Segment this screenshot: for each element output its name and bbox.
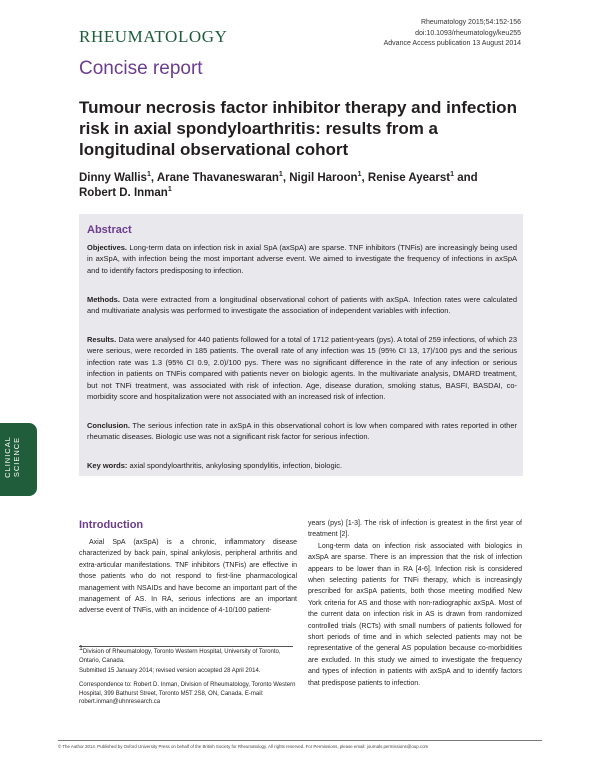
abstract-box xyxy=(79,214,523,476)
author-conjunction: and xyxy=(454,172,478,184)
introduction-paragraph: Long-term data on infection risk associated with biologics in axSpA are sparse. There is an impression that the risk of infection appears to be lower than in RA [4-6]. Infection risk is considered when selecting patients for TNFi therapy, which is increasingly prescribed for axSpA patients, both those meeting modified New York criteria for AS and those with non-radiographic axSpA. Most of the current data on infection risk in AS is drawn from randomized controlled trials (RCTs) with small numbers of patients followed for short periods of time and in which selected patients may not be representative of the general AS population because co-morbidities are excluded. In this study we aimed to investigate the frequency and types of infection in patients with axSpA and to identify factors that predispose patients to infection. xyxy=(308,542,522,687)
results-label: Results. xyxy=(87,335,117,344)
citation-doi: doi:10.1093/rheumatology/keu255 xyxy=(415,29,521,37)
author-affiliation: 1 xyxy=(167,186,172,194)
abstract-objectives xyxy=(87,242,517,276)
side-tab-label xyxy=(3,425,21,489)
abstract-conclusion xyxy=(87,420,517,443)
author-list xyxy=(79,171,509,201)
author-name: Robert D. Inman xyxy=(79,187,168,199)
conclusion-label: Conclusion. xyxy=(87,421,130,430)
side-tab-line-1: CLINICAL xyxy=(3,436,12,478)
introduction-paragraph: years (pys) [1-3]. The risk of infection is greatest in the first year of treatment [2]. xyxy=(308,520,522,539)
objectives-text: Long-term data on infection risk in axial SpA (axSpA) are sparse. TNF inhibitors (TNFis) are increasingly being used in axSpA, with infection being the most important adverse event. We aimed to investigate the frequency of infections in axSpA and to identify factors predisposing to infection. xyxy=(87,243,517,275)
author-affiliation: 1 xyxy=(146,171,151,179)
abstract-results xyxy=(87,334,517,402)
citation-volume: Rheumatology 2015;54:152-156 xyxy=(420,19,521,26)
results-text: Data were analysed for 440 patients followed for a total of 1712 patient-years (pys). A total of 259 infections, of which 23 were serious, were recorded in 185 patients. The overall rate of any infection was 15 (95% CI 13, 17)/100 pys and the serious infection rate was 1.3 (95% CI 0.9, 2.0)/100 pys. There was no significant difference in the rate of any infection or serious infection in patients on TNFis compared with patients never on biologic agents. In the multivariate analysis, DMARD treatment, but not TNFi treatment, was associated with risk of infection. Age, disease duration, smoking status, BASFI, BASDAI, co-morbidity score and hospitalization were not associated with an increased risk of infection. xyxy=(87,335,518,402)
methods-label: Methods. xyxy=(87,295,120,304)
copyright-footer: © The Author 2014. Published by Oxford University Press on behalf of the British Society for Rheumatology. All rights reserved. For Permissions, please email: journals.permissions@oup.com xyxy=(58,744,429,749)
abstract-methods xyxy=(87,294,517,317)
conclusion-text: The serious infection rate in axSpA in this observational cohort is low when compared with rates reported in other rheumatic diseases. Biologic use was not a significant risk factor for serious infection. xyxy=(87,421,518,442)
article-title: Tumour necrosis factor inhibitor therapy and infection risk in axial spondyloarthritis: results from a longitudinal observational cohort xyxy=(79,98,517,159)
author-separator: , xyxy=(282,172,290,184)
author-separator: , xyxy=(361,172,368,184)
author-affiliation: 1 xyxy=(278,171,283,179)
submission-dates: Submitted 15 January 2014; revised version accepted 28 April 2014. xyxy=(79,668,261,674)
author-affiliation: 1 xyxy=(450,171,455,179)
author-name: Nigil Haroon xyxy=(289,172,358,184)
author-separator: , xyxy=(150,172,157,184)
abstract-keywords xyxy=(87,460,517,471)
keywords-label: Key words: xyxy=(87,461,128,470)
methods-text: Data were extracted from a longitudinal observational cohort of patients with axSpA. Infection rates were calculated and multivariate analysis was performed to investigate the association of independent variables with infection. xyxy=(87,295,517,316)
introduction-heading: Introduction xyxy=(79,519,144,531)
introduction-right-column xyxy=(308,518,522,689)
author-affiliation: 1 xyxy=(357,171,362,179)
section-label: Concise report xyxy=(79,58,203,79)
objectives-label: Objectives. xyxy=(87,243,128,252)
author-name: Dinny Wallis xyxy=(79,172,147,184)
keywords-text: axial spondyloarthritis, ankylosing spondylitis, infection, biologic. xyxy=(129,461,343,470)
affiliation-footnote xyxy=(79,645,297,665)
affiliation-text: Division of Rheumatology, Toronto Western Hospital, University of Toronto, Ontario, Canada. xyxy=(79,649,281,664)
affiliation-marker: 1 xyxy=(79,645,83,652)
citation-block xyxy=(301,18,521,50)
correspondence-note: Correspondence to: Robert D. Inman, Division of Rheumatology, Toronto Western Hospital, 399 Bathurst Street, Toronto M5T 2S8, ON, Canada. E-mail: robert.inman@uhnresearch.ca xyxy=(79,682,296,706)
author-name: Renise Ayearst xyxy=(367,172,451,184)
introduction-paragraph: Axial SpA (axSpA) is a chronic, inflammatory disease characterized by back pain, spinal ankylosis, peripheral arthritis and extra-articular manifestations. TNF inhibitors (TNFis) are effective in those patients who do not respond to first-line pharmacological management with NSAIDs and have become an important part of the management of AS. In RA, serious infections are an important adverse event of TNFis, with an incidence of 4-10/100 patient- xyxy=(79,539,297,615)
footer-divider xyxy=(58,740,542,741)
side-tab-line-2: SCIENCE xyxy=(12,436,21,478)
introduction-left-column xyxy=(79,537,297,617)
journal-logo: RHEUMATOLOGY xyxy=(79,27,228,46)
section-side-tab xyxy=(0,423,37,496)
abstract-heading: Abstract xyxy=(87,224,132,236)
author-name: Arane Thavaneswaran xyxy=(156,172,279,184)
footnote-divider xyxy=(79,646,293,647)
citation-advance-access: Advance Access publication 13 August 2014 xyxy=(383,40,521,47)
